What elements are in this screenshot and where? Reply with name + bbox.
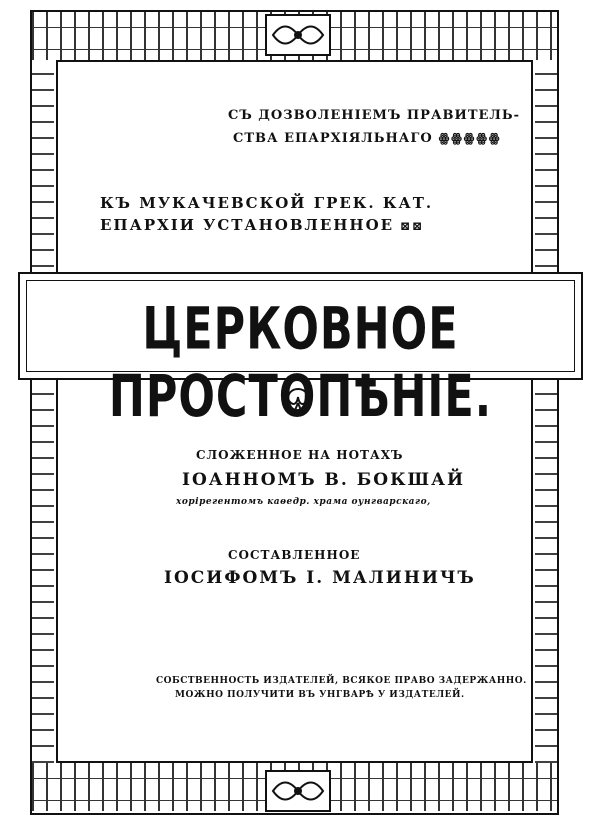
permission-line-2	[233, 131, 501, 146]
permission-line-2-text: СТВА ЕПАРХІЯЛЬНАГО	[233, 131, 433, 146]
eparchy-line-2-text: ЕПАРХІИ УСТАНОВЛЕННОЕ	[100, 216, 395, 234]
compiler-name: ІОСИФОМЪ І. МАЛИНИЧЪ	[164, 568, 476, 588]
bottom-ornament-icon	[265, 770, 331, 812]
rights-line-2: МОЖНО ПОЛУЧИТИ ВЪ УНГВАРѢ У ИЗДАТЕЛЕЙ.	[175, 690, 465, 700]
page-title: ЦЕРКОВНОЕ ПРОСТОПѢНІЕ.	[108, 296, 493, 431]
knot-ornament-icon	[281, 385, 315, 419]
eparchy-line-1: КЪ МУКАЧЕВСКОЙ ГРЕК. КАТ.	[100, 194, 434, 212]
permission-ornament: ꙮꙮꙮꙮꙮ	[438, 131, 502, 145]
title-banner	[18, 272, 583, 431]
rights-line-1: СОБСТВЕННОСТЬ ИЗДАТЕЛЕЙ, ВСЯКОЕ ПРАВО ЗАДЕРЖАННО.	[156, 676, 527, 686]
composer-name: ІОАННОМЪ В. БОКШАЙ	[182, 470, 466, 490]
composer-role: хорірегентомъ каѳедр. храма оунгварскаго,	[176, 497, 431, 507]
permission-line-1: СЪ ДОЗВОЛЕНІЕМЪ ПРАВИТЕЛЬ-	[228, 108, 521, 123]
top-ornament-icon	[265, 14, 331, 56]
composed-label: СЛОЖЕННОЕ НА НОТАХЪ	[196, 448, 404, 462]
compiled-label: СОСТАВЛЕННОЕ	[228, 548, 361, 562]
eparchy-line-2	[100, 216, 424, 234]
eparchy-ornament: ⊠⊠	[400, 219, 425, 233]
